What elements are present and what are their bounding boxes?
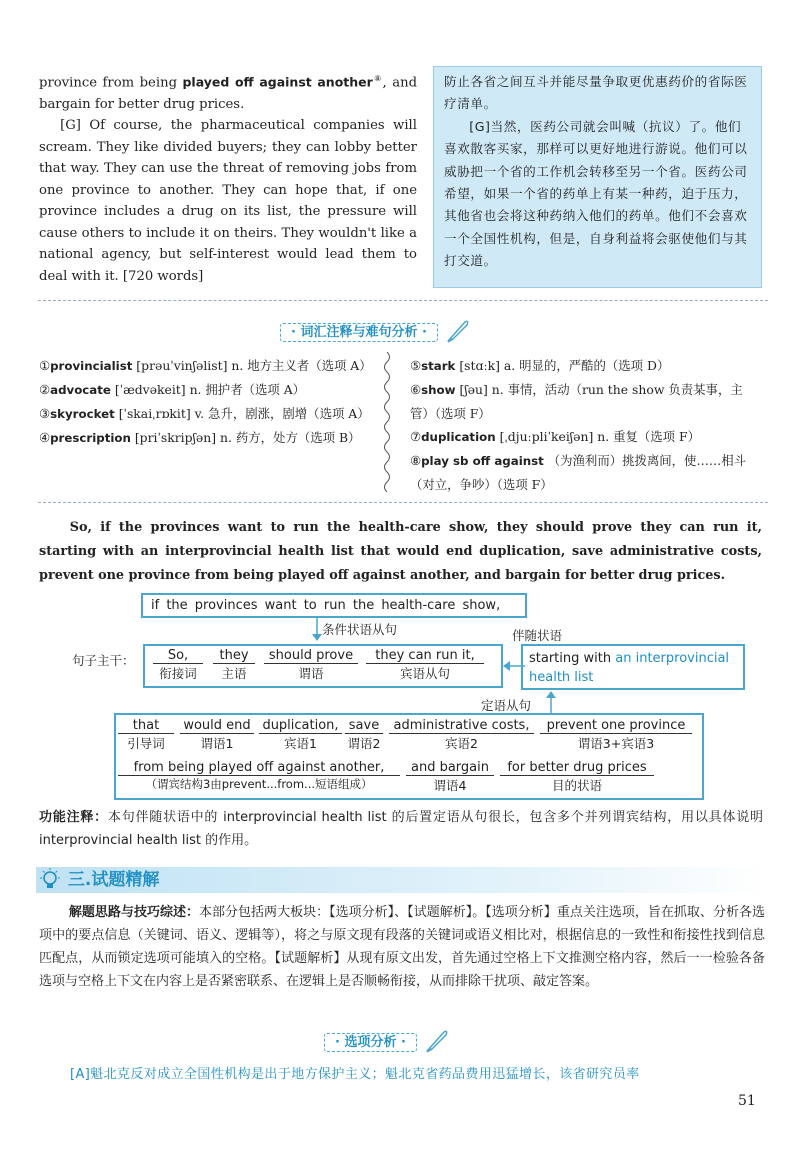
section-title: 三.试题精解: [67, 870, 160, 890]
section-header: [36, 867, 766, 893]
attr-part: prevent one province 谓语3+宾语3: [540, 718, 692, 752]
cond-label: 条件状语从句: [322, 622, 398, 637]
vocab-left-list: [39, 354, 374, 450]
attr-label: 定语从句: [481, 698, 532, 713]
vocab-item: ⑦duplication [ˌdjuːpliˈkeiʃən] n. 重复（选项 F）: [410, 429, 700, 444]
vocab-badge: · 词汇注释与难句分析 ·: [280, 323, 438, 342]
main-part-object-clause: they can run it, 宾语从句: [366, 648, 484, 682]
translation-text-1: 防止各省之间互斗并能尽量争取更优惠药价的省际医疗清单。: [444, 74, 748, 112]
page-number: 51: [738, 1093, 756, 1109]
paragraph-g: [G] Of course, the pharmaceutical companies will scream. They like divided buyers; they can lobby better that way. They can use the threat of removing jobs from one province to another. They can hope that, if one province includes a drug on its list, the pressure will cause others to include it on theirs. They wouldn't like a national agency, but self-interest would lead them to deal with it. [720 words]: [39, 118, 417, 284]
attr-part: from being played off against another, （谓宾结构3由prevent...from...短语组成）: [118, 760, 400, 792]
quill-icon: [424, 1028, 450, 1054]
lightbulb-icon: [38, 868, 62, 892]
function-note: 功能注释：本句伴随状语中的 interprovincial health list 的后置定语从句很长，包含多个并列谓宾结构，用以具体说明 interprovincial health list 的作用。: [39, 810, 763, 848]
top-clause-box: if the provinces want to run the health-care show,: [141, 593, 527, 618]
keyword-bold: played off against another: [182, 74, 373, 90]
attr-part: that 引导词: [118, 718, 174, 752]
attr-part: and bargain 谓语4: [406, 760, 494, 794]
wavy-separator: [381, 352, 393, 492]
divider-top: [38, 300, 768, 301]
attr-part: for better drug prices 目的状语: [500, 760, 654, 794]
vocab-item: ⑤stark [stɑːk] a. 明显的，严酷的（选项 D）: [410, 358, 670, 373]
vocab-right-list: [410, 354, 760, 496]
arrow-up-icon: [545, 690, 557, 714]
option-header: [324, 1028, 450, 1054]
translation-text-2: [G]当然，医药公司就会叫喊（抗议）了。他们喜欢散客买家，那样可以更好地进行游说。他们可以威胁把一个省的工作机会转移至另一个省。医药公司希望，如果一个省的药单上有某一种药，迫于压力，其他省也会将这种药纳入他们的药单。他们不会喜欢一个全国性机构，但是，自身利益将会驱使他们与其打交道。: [444, 118, 748, 269]
vocab-header: [280, 318, 471, 344]
attr-part: administrative costs, 宾语2: [389, 718, 534, 752]
vocab-item: ②advocate [ˈædvəkeit] n. 拥护者（选项 A）: [39, 382, 306, 397]
option-badge: · 选项分析 ·: [324, 1033, 417, 1052]
divider-middle: [38, 502, 768, 503]
translation-box: [433, 66, 762, 288]
attr-part: would end 谓语1: [180, 718, 254, 752]
accompany-box: starting with an interprovincial health list: [521, 644, 745, 690]
vocab-item: ⑥show [ʃəu] n. 事情，活动（run the show 负责某事，主管）（选项 F）: [410, 382, 743, 421]
quill-icon: [445, 318, 471, 344]
attr-part: duplication, 宾语1: [259, 718, 342, 752]
main-label: 句子主干：: [72, 653, 135, 668]
method-paragraph: 解题思路与技巧综述：本部分包括两大板块：【选项分析】、【试题解析】。【选项分析】重点关注选项，旨在抓取、分析各选项中的要点信息（关键词、语义、逻辑等），将之与原文现有段落的关键词或语义相比对，根据信息的一致性和衔接性找到信息匹配点，从而锁定选项可能填入的空格。【试题解析】从现有原文出发，首先通过空格上下文推测空格内容，然后一一检验各备选项与空格上下文在内容上是否紧密联系、在逻辑上是否顺畅衔接，从而排除干扰项、敲定答案。: [39, 905, 765, 989]
difficult-sentence: So, if the provinces want to run the health-care show, they should prove they can run it, starting with an interprovincial health list that would end duplication, save administrative costs, prevent one province from being played off against another, and bargain for better drug prices.: [39, 520, 762, 583]
main-part-predicate: should prove 谓语: [264, 648, 358, 682]
vocab-item: ⑧play sb off against （为渔利而）挑拨离间，使……相斗（对立，争吵）（选项 F）: [410, 453, 747, 492]
vocab-item: ①provincialist [prəuˈvinʃəlist] n. 地方主义者（选项 A）: [39, 358, 372, 373]
main-part-subject: they 主语: [213, 648, 255, 682]
acc-label: 伴随状语: [512, 628, 563, 643]
option-a: [A]魁北克反对成立全国性机构是出于地方保护主义；魁北克省药品费用迅猛增长，该省研究员率: [70, 1067, 640, 1082]
vocab-item: ③skyrocket [ˈskaiˌrɒkit] v. 急升，剧涨，剧增（选项 A）: [39, 406, 370, 421]
english-passage: province from being played off against another⑧, and bargain for better drug prices. [G] Of course, the pharmaceutical companies will scream. They like divided buyers; they can lobby better that way. They can use the threat of removing jobs from one province to another. They can hope that, if one province includes a drug on its list, the pressure will cause others to include it on theirs. They wouldn't like a national agency, but self-interest would lead them to deal with it. [720 words]: [39, 68, 417, 287]
main-part-so: So, 衔接词: [153, 648, 203, 682]
vocab-item: ④prescription [priˈskripʃən] n. 药方，处方（选项 B）: [39, 430, 361, 445]
attr-part: save 谓语2: [345, 718, 383, 752]
